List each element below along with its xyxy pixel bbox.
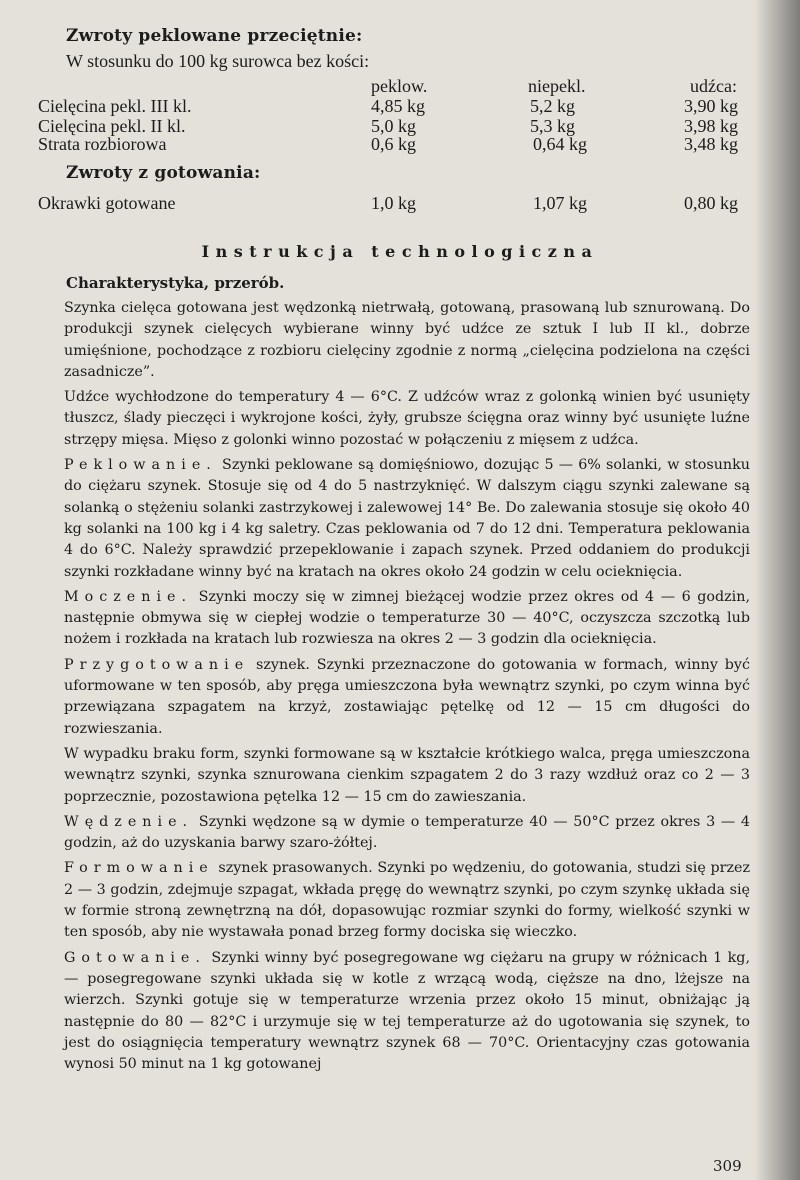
row-value: 0,6 kg: [371, 134, 416, 154]
paragraph-text: szynek prasowanych. Szynki po wędzeniu, do gotowania, studzi się przez 2 — 3 godzin, zdejmuje szpagat, wkłada pręgę do wewnątrz szynki, po czym szynkę układa się w formie stroną zewnętrzną na dół, dopasowując rozmiar szynki do formy, wielkość szynki w ten sposób, aby nie wystawała ponad brzeg formy dociska się wieczko.: [64, 860, 750, 941]
page-edge-shadow: [754, 0, 800, 1180]
paragraph: [64, 587, 750, 651]
cooking-returns-heading: Zwroty z gotowania:: [66, 163, 261, 183]
characteristics-subheading: Charakterystyka, przerób.: [66, 274, 285, 292]
paragraph: [64, 298, 750, 383]
paragraph-lead: Formowanie: [64, 860, 214, 877]
instruction-title: Instrukcja technologiczna: [201, 242, 599, 261]
returns-heading: Zwroty peklowane przeciętnie:: [66, 26, 363, 46]
row-value: 5,0 kg: [371, 116, 416, 136]
paragraph-lead: Peklowanie.: [64, 457, 217, 474]
returns-subheading: W stosunku do 100 kg surowca bez kości:: [66, 51, 370, 71]
paragraph-lead: Przygotowanie: [64, 656, 250, 673]
row-value: 0,64 kg: [533, 134, 587, 154]
paragraph-text: W wypadku braku form, szynki formowane są w kształcie krótkiego walca, pręga umieszczona wewnątrz szynki, szynka sznurowana cienkim szpagatem 2 do 3 razy wzdłuż oraz co 2 — 3 poprzecznie, pozostawiona pętelka 12 — 15 cm do zawieszania.: [64, 745, 750, 805]
row-value: 5,2 kg: [530, 96, 575, 116]
row-value: 1,0 kg: [371, 193, 416, 213]
row-name: Cielęcina pekl. III kl.: [38, 96, 192, 116]
row-value: 5,3 kg: [530, 116, 575, 136]
paragraph-lead: Moczenie.: [64, 588, 193, 605]
paragraph: [64, 455, 750, 583]
page-number: 309: [713, 1157, 742, 1175]
paragraph-text: szynek. Szynki przeznaczone do gotowania w formach, winny być uformowane w ten sposób, aby pręga umieszczona była wewnątrz szynki, po czym winna być przewiązana szpagatem na krzyż, zostawiając pętelkę od 12 — 15 cm długości do rozwieszania.: [64, 656, 750, 737]
row-name: Strata rozbiorowa: [38, 134, 167, 154]
row-value: 1,07 kg: [533, 193, 587, 213]
paragraph-lead: Gotowanie.: [64, 949, 206, 966]
paragraph-text: Szynki peklowane są domięśniowo, dozując 5 — 6% solanki, w stosunku do ciężaru szynek. Stosuje się od 4 do 5 nastrzyknięć. W dalszym ciągu szynki zalewane są solanką o stężeniu solanki zastrzykowej i zalewowej 14° Be. Do zalewania stosuje się około 40 kg solanki na 100 kg i 4 kg saletry. Czas peklowania od 7 do 12 dni. Temperatura peklowania 4 do 6°C. Należy sprawdzić przepeklowanie i zapach szynek. Przed oddaniem do produkcji szynki rozkładane winny być na kratach na okres około 24 godzin w celu ocieknięcia.: [64, 457, 750, 580]
instruction-body: [64, 298, 750, 1075]
row-name: Cielęcina pekl. II kl.: [38, 116, 186, 136]
row-value: 3,98 kg: [684, 116, 738, 136]
paragraph: [64, 744, 750, 808]
row-name: Okrawki gotowane: [38, 193, 176, 213]
row-value: 4,85 kg: [371, 96, 425, 116]
paragraph-text: Szynka cielęca gotowana jest wędzonką nietrwałą, gotowaną, prasowaną lub sznurowaną. Do produkcji szynek cielęcych wybierane winny być udźce ze sztuk I lub II kl., dobrze umięśnione, pochodzące z rozbioru cielęciny zgodnie z normą „cielęcina podzielona na części zasadnicze”.: [64, 300, 750, 380]
paragraph: [64, 655, 750, 740]
paragraph-text: Szynki winny być posegregowane wg ciężaru na grupy w różnicach 1 kg, — posegregowane szynki układa się w kotle z wrzącą wodą, cięższe na dno, lżejsze na wierzch. Szynki gotuje się w temperaturze wrzenia przez około 15 minut, obniżając ją następnie do 80 — 82°C i urzymuje się w tej temperaturze aż do ugotowania się szynek, to jest do osiągnięcia temperatury wewnątrz szynek 68 — 70°C. Orientacyjny czas gotowania wynosi 50 minut na 1 kg gotowanej: [64, 949, 750, 1073]
paragraph: [64, 812, 750, 855]
col-header-peklow: peklow.: [371, 76, 428, 96]
row-value: 3,90 kg: [684, 96, 738, 116]
paragraph-text: Szynki wędzone są w dymie o temperaturze 40 — 50°C przez okres 3 — 4 godzin, aż do uzyskania barwy szaro-żółtej.: [64, 813, 750, 852]
row-value: 3,48 kg: [684, 134, 738, 154]
paragraph: [64, 858, 750, 943]
paragraph: [64, 387, 750, 451]
paragraph-text: Szynki moczy się w zimnej bieżącej wodzie przez okres od 4 — 6 godzin, następnie obmywa się w ciepłej wodzie o temperaturze 30 — 40°C, oczyszcza szczotką lub nożem i rozkłada na kratach lub rozwiesza na okres 2 — 3 godzin dla ocieknięcia.: [64, 588, 750, 648]
paragraph-lead: Wędzenie.: [64, 813, 194, 830]
paragraph: [64, 948, 750, 1076]
paragraph-text: Udźce wychłodzone do temperatury 4 — 6°C. Z udźców wraz z golonką winien być usunięty tłuszcz, ślady pieczęci i wykrojone kości, żyły, grubsze ścięgna oraz winny być usunięte luźne strzępy mięsa. Mięso z golonki winno pozostać w połączeniu z mięsem z udźca.: [64, 389, 750, 448]
col-header-udzca: udźca:: [690, 76, 737, 96]
col-header-niepekl: niepekl.: [528, 76, 586, 96]
row-value: 0,80 kg: [684, 193, 738, 213]
